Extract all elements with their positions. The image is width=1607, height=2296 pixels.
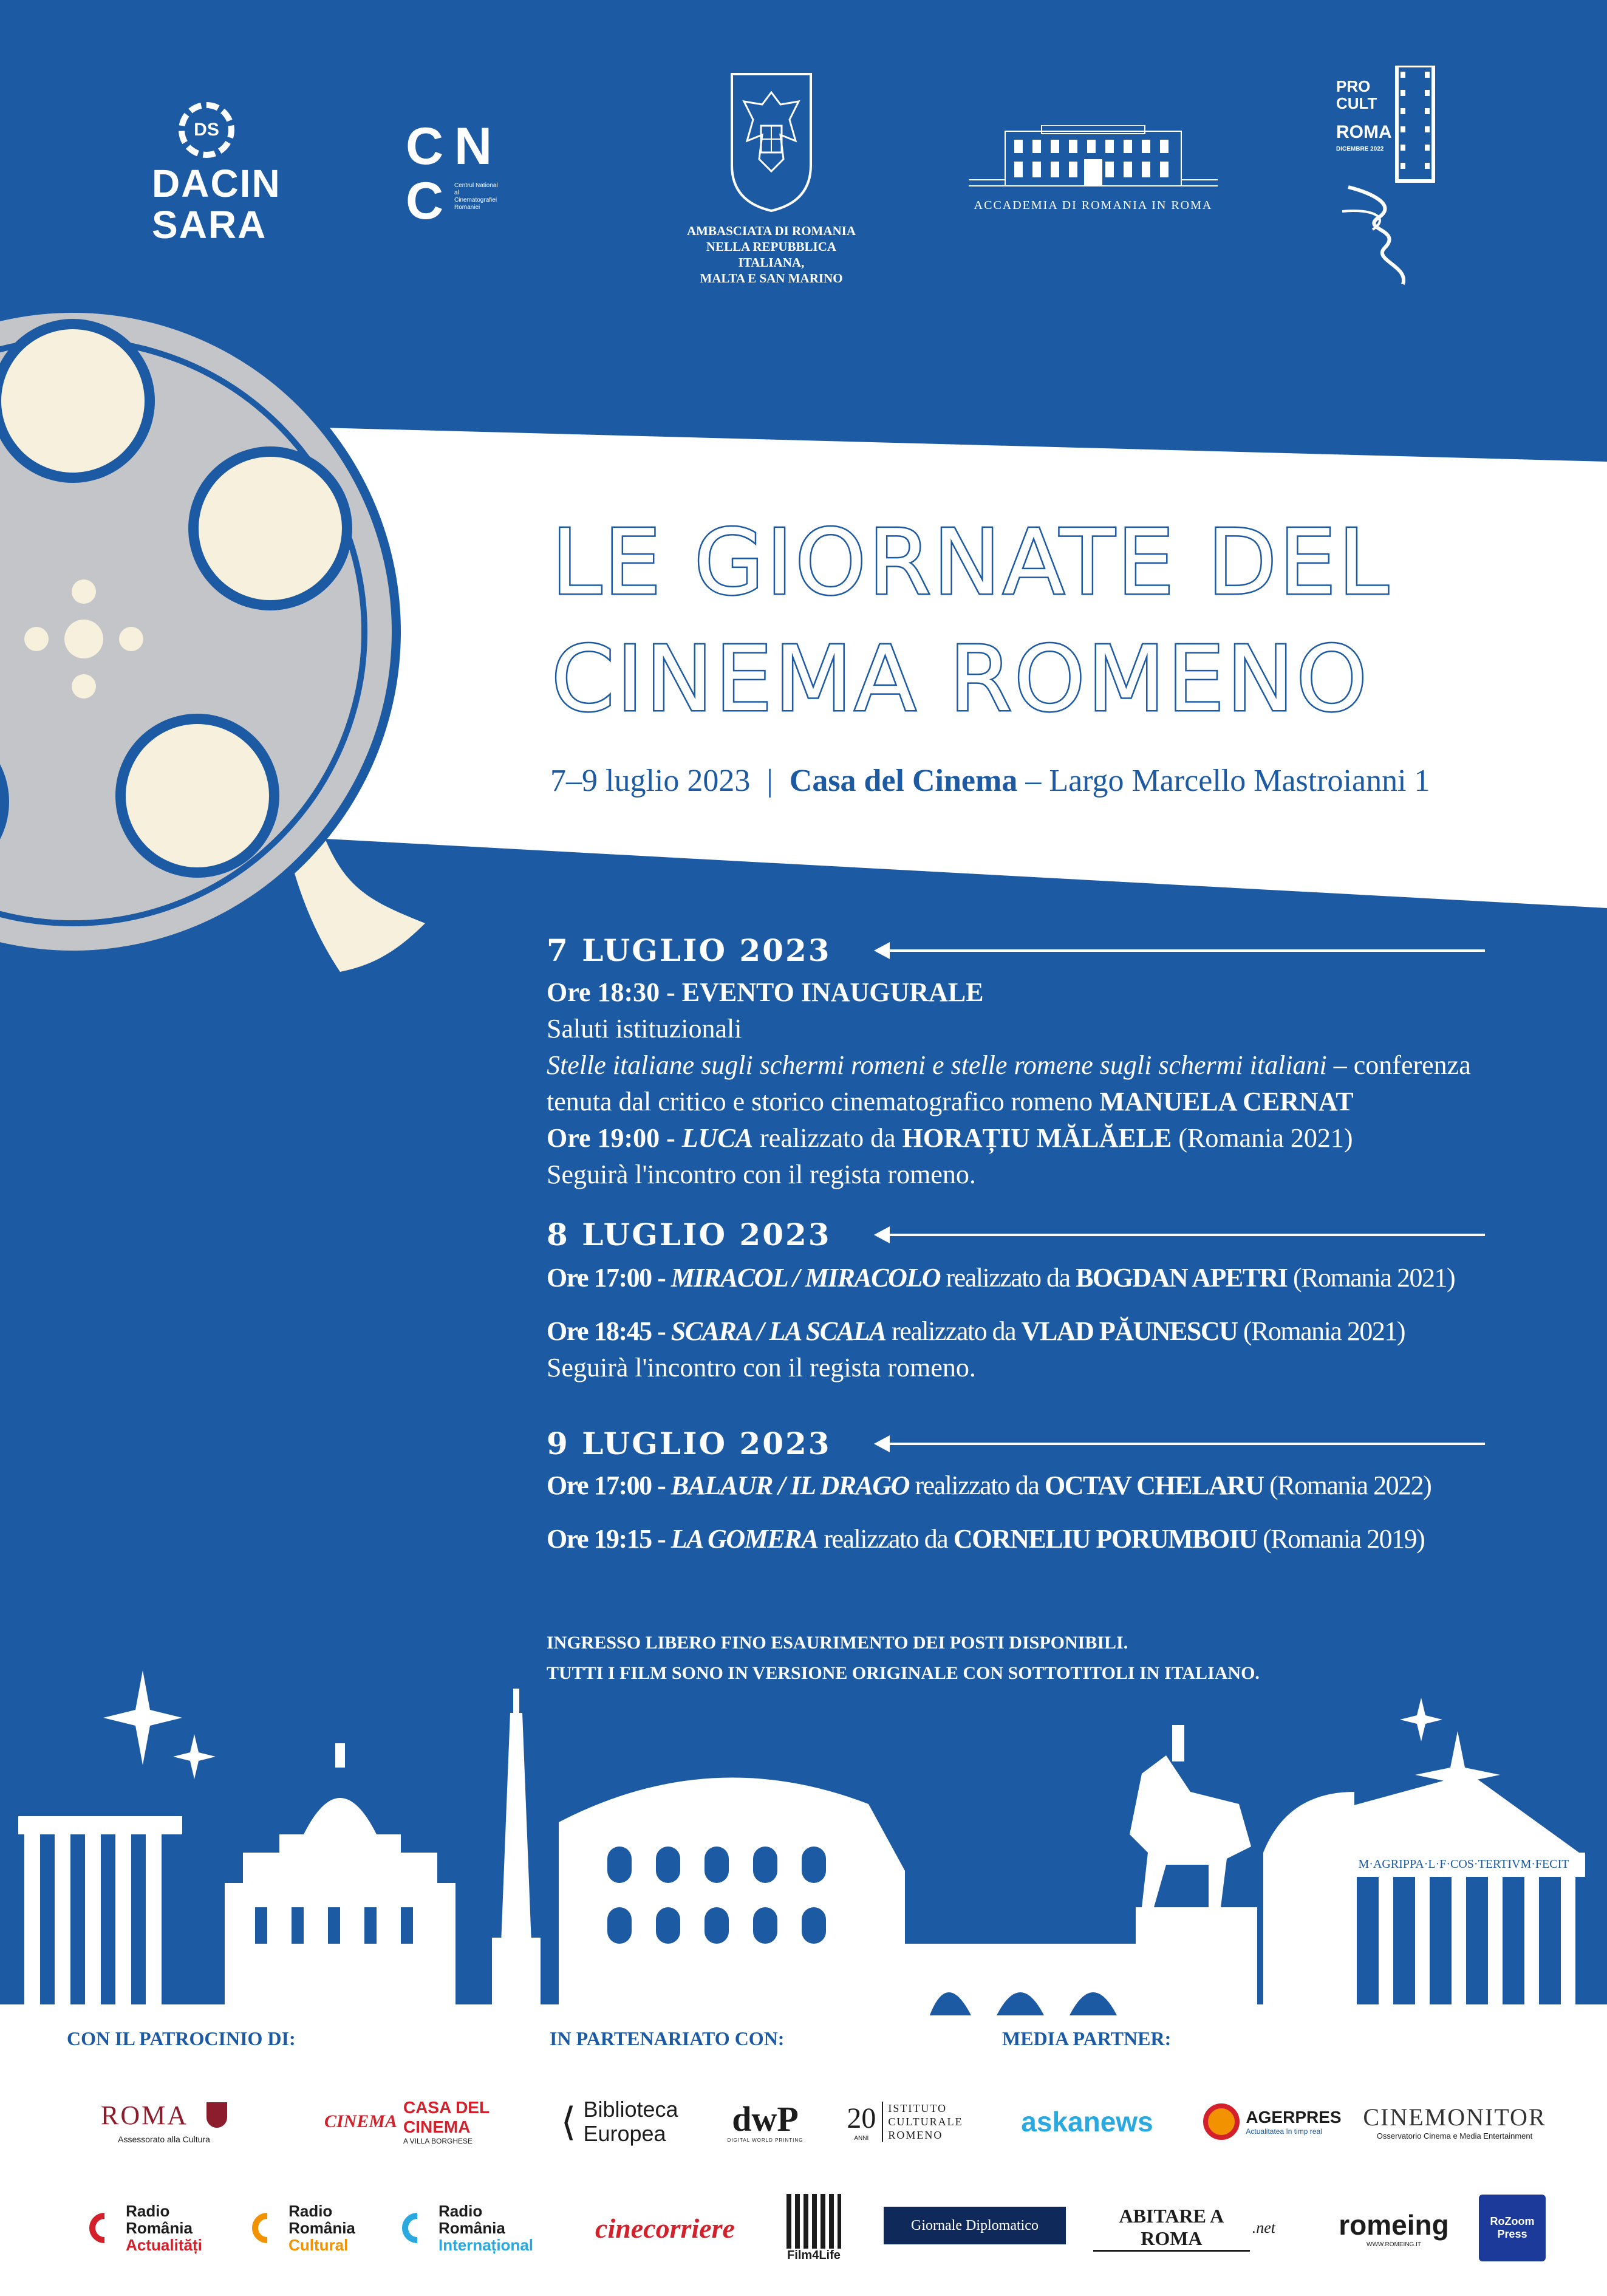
giornale-diplomatico-logo: Giornale Diplomatico — [884, 2207, 1066, 2244]
event-balaur: Ore 17:00 - BALAUR / IL DRAGO realizzato da OCTAV CHELARU (Romania 2022) — [547, 1471, 1431, 1500]
casa-del-cinema-logo: CINEMA CASA DEL CINEMA A VILLA BORGHESE — [324, 2098, 490, 2145]
notice-line-2: TUTTI I FILM SONO IN VERSIONE ORIGINALE CON SOTTOTITOLI IN ITALIANO. — [547, 1663, 1260, 1683]
day-header-8-luglio — [547, 1214, 1494, 1256]
footer-partners — [0, 2015, 1607, 2296]
accademia-name: ACCADEMIA DI ROMANIA IN ROMA — [974, 199, 1213, 212]
rome-skyline-illustration — [0, 1652, 1607, 2017]
event-inaugurale-heading: Ore 18:30 - EVENTO INAUGURALE — [547, 977, 984, 1007]
cnc-caption: Centrul National al Cinematografiei Romaniei — [454, 182, 498, 211]
event-scara: Ore 18:45 - SCARA / LA SCALA realizzato da VLAD PĂUNESCU (Romania 2021) — [547, 1316, 1405, 1346]
day-title: 9 LUGLIO 2023 — [547, 1426, 831, 1461]
dwp-logo: dwP DIGITAL WORLD PRINTING — [727, 2099, 803, 2143]
istituto-culturale-romeno-logo: 20 ANNI ISTITUTO CULTURALE ROMENO — [847, 2102, 963, 2142]
arrow-left-icon — [878, 1234, 1485, 1236]
film-reel-illustration — [0, 292, 449, 1020]
bracket-icon: ⟨ — [561, 2099, 576, 2144]
radio-waves-icon — [246, 2207, 289, 2250]
sparkle-icon — [1400, 1698, 1442, 1741]
sparkle-icon — [173, 1734, 216, 1779]
day-header-7-luglio — [547, 929, 1494, 972]
agerpres-globe-icon — [1203, 2103, 1240, 2140]
subtitle-separator: | — [766, 764, 773, 798]
askanews-logo: askanews — [1021, 2106, 1153, 2137]
biblioteca-europea-logo: ⟨ Biblioteca Europea — [561, 2097, 678, 2146]
day-header-9-luglio — [547, 1423, 1494, 1465]
ambasciata-line1: AMBASCIATA DI ROMANIA — [686, 224, 856, 238]
festival-dates: 7–9 luglio 2023 — [550, 764, 751, 798]
event-saluti: Saluti istituzionali — [547, 1014, 742, 1044]
accademia-building-icon — [969, 125, 1218, 192]
festival-title — [551, 504, 1547, 737]
radio-romania-international-logo: Radio România Internațional — [389, 2195, 547, 2261]
patrocinio-label: CON IL PATROCINIO DI: — [67, 2028, 296, 2049]
ambasciata-line3: MALTA E SAN MARINO — [700, 271, 843, 285]
program-schedule — [547, 929, 1494, 1557]
ambasciata-line2: NELLA REPUBBLICA ITALIANA, — [706, 239, 837, 270]
venue-name: Casa del Cinema — [789, 764, 1018, 798]
dacin-sara-logo — [152, 102, 281, 247]
film4life-mark-icon — [786, 2194, 841, 2249]
event-conferenza: Stelle italiane sugli schermi romeni e stelle romene sugli schermi italiani – conferenza — [547, 1050, 1471, 1080]
dacin-sara-line2: SARA — [152, 203, 267, 247]
film-strip-icon — [1336, 66, 1445, 290]
notice-line-1: INGRESSO LIBERO FINO ESAURIMENTO DEI POSTI DISPONIBILI. — [547, 1633, 1128, 1653]
roma-logo: ROMA Assessorato alla Cultura — [67, 2094, 261, 2149]
event-miracol: Ore 17:00 - MIRACOL / MIRACOLO realizzato da BOGDAN APETRI (Romania 2021) — [547, 1263, 1455, 1293]
radio-waves-icon — [83, 2207, 126, 2250]
day-title: 7 LUGLIO 2023 — [547, 932, 831, 968]
cnc-letter-2: N — [454, 117, 493, 176]
cinemonitor-logo: CINEMONITOR Osservatorio Cinema e Media Entertainment — [1363, 2103, 1546, 2141]
cnc-letter-3: C — [406, 172, 444, 230]
ambasciata-logo — [674, 68, 868, 286]
film4life-logo: Film4Life — [777, 2188, 850, 2267]
arrow-left-icon — [878, 949, 1485, 952]
cnc-logo — [406, 119, 503, 234]
arrow-left-icon — [878, 1443, 1485, 1445]
radio-romania-actualitati-logo: Radio România Actualități — [67, 2195, 225, 2261]
radio-romania-cultural-logo: Radio România Cultural — [234, 2195, 374, 2261]
dacin-sara-line1: DACIN — [152, 162, 281, 205]
romanian-coat-of-arms-icon — [726, 68, 817, 214]
pantheon-inscription: M·AGRIPPA·L·F·COS·TERTIVM·FECIT — [1358, 1857, 1569, 1871]
partenariato-label: IN PARTENARIATO CON: — [550, 2028, 785, 2049]
event-conferenza-speaker: tenuta dal critico e storico cinematografico romeno MANUELA CERNAT — [547, 1087, 1354, 1116]
abitare-a-roma-logo: ABITARE A ROMA .net — [1093, 2195, 1275, 2261]
accademia-logo — [969, 125, 1218, 213]
title-line-2: CINEMA ROMENO — [551, 627, 1370, 731]
festival-subtitle — [550, 763, 1546, 799]
rozoom-press-logo: RoZoom Press — [1479, 2195, 1546, 2261]
romeing-logo: romeing WWW.ROMEING.IT — [1339, 2209, 1449, 2248]
sparkle-icon — [103, 1670, 182, 1765]
procult-text: PRO CULT ROMA DICEMBRE 2022 — [1336, 77, 1392, 152]
venue-address: – Largo Marcello Mastroianni 1 — [1025, 764, 1430, 798]
dacin-sara-mark: DS — [179, 102, 234, 158]
event-la-gomera: Ore 19:15 - LA GOMERA realizzato da CORNELIU PORUMBOIU (Romania 2019) — [547, 1524, 1425, 1554]
cnc-letter-1: C — [406, 117, 444, 176]
event-luca: Ore 19:00 - LUCA realizzato da HORAȚIU MĂLĂELE (Romania 2021) — [547, 1123, 1353, 1153]
roma-shield-icon — [206, 2102, 227, 2128]
agerpres-logo: AGERPRES Actualitatea în timp real — [1196, 2094, 1348, 2149]
event-scara-note: Seguirà l'incontro con il regista romeno. — [547, 1353, 976, 1382]
cinecorriere-logo: cinecorriere — [595, 2212, 735, 2244]
media-partner-label: MEDIA PARTNER: — [1002, 2028, 1172, 2049]
day-title: 8 LUGLIO 2023 — [547, 1217, 831, 1252]
procult-roma-logo — [1336, 66, 1445, 290]
event-luca-note: Seguirà l'incontro con il regista romeno. — [547, 1160, 976, 1189]
radio-waves-icon — [396, 2207, 439, 2250]
title-line-1: LE GIORNATE DEL — [551, 510, 1391, 615]
